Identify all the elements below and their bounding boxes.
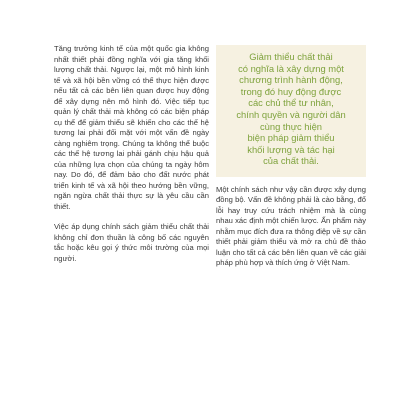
left-column	[54, 44, 209, 274]
pull-quote-line: khối lượng và tác hại	[247, 143, 335, 155]
right-column	[216, 45, 366, 277]
pull-quote-box	[216, 45, 366, 177]
right-paragraph: Một chính sách như vậy cần được xây dựng đồng bộ. Vấn đề không phải là cào bằng, đổ lỗi hay truy cứu trách nhiệm mà là cùng nhau xác định một chiến lược. Ấn phẩm này nhằm mục đích đưa ra thông điệp về sự cần thiết phải giảm thiểu và mở ra chủ đề thảo luận cho tất cả các bên liên quan về các giải pháp phù hợp và thích ứng ở Việt Nam.	[216, 184, 366, 268]
pull-quote-line: Giảm thiểu chất thải	[249, 51, 333, 62]
pull-quote-line: có nghĩa là xây dựng một	[238, 62, 344, 74]
left-paragraph-1: Tăng trưởng kinh tế của một quốc gia không nhất thiết phải đồng nghĩa với gia tăng khối lượng chất thải. Ngược lại, một mô hình kinh tế và xã hội bền vững có thể thực hiện được nếu tất cả các bên liên quan được huy động để xây dựng nên mô hình đó. Việc tiếp tục quản lý chất thải mà không có các biện pháp cụ thể để giảm thiểu sẽ khiến cho các thế hệ tương lai phải đối mặt với một vấn đề ngày càng nghiêm trọng. Chúng ta không thể buộc các thế hệ tương lai phải gánh chịu hậu quả của những lựa chọn của chúng ta ngày hôm nay. Do đó, để đảm bảo cho đất nước phát triển kinh tế và xã hội theo hướng bền vững, ngăn ngừa chất thải thực sự là yêu cầu cần thiết.	[54, 44, 209, 211]
left-paragraph-2: Việc áp dụng chính sách giảm thiểu chất thải không chỉ đơn thuần là công bố các nguyên tắc hoặc kêu gọi ý thức môi trường của mọi người.	[54, 222, 209, 263]
pull-quote-line: chương trình hành động,	[239, 74, 343, 86]
pull-quote-line: trong đó huy động được	[240, 85, 342, 97]
pull-quote-line: của chất thải.	[263, 155, 319, 167]
pull-quote-line: các chủ thể tư nhân,	[248, 97, 334, 109]
pull-quote-line: chính quyền và người dân	[236, 108, 346, 120]
pull-quote-line: cùng thực hiện	[259, 120, 323, 132]
pull-quote-line: biện pháp giảm thiểu	[247, 132, 335, 144]
